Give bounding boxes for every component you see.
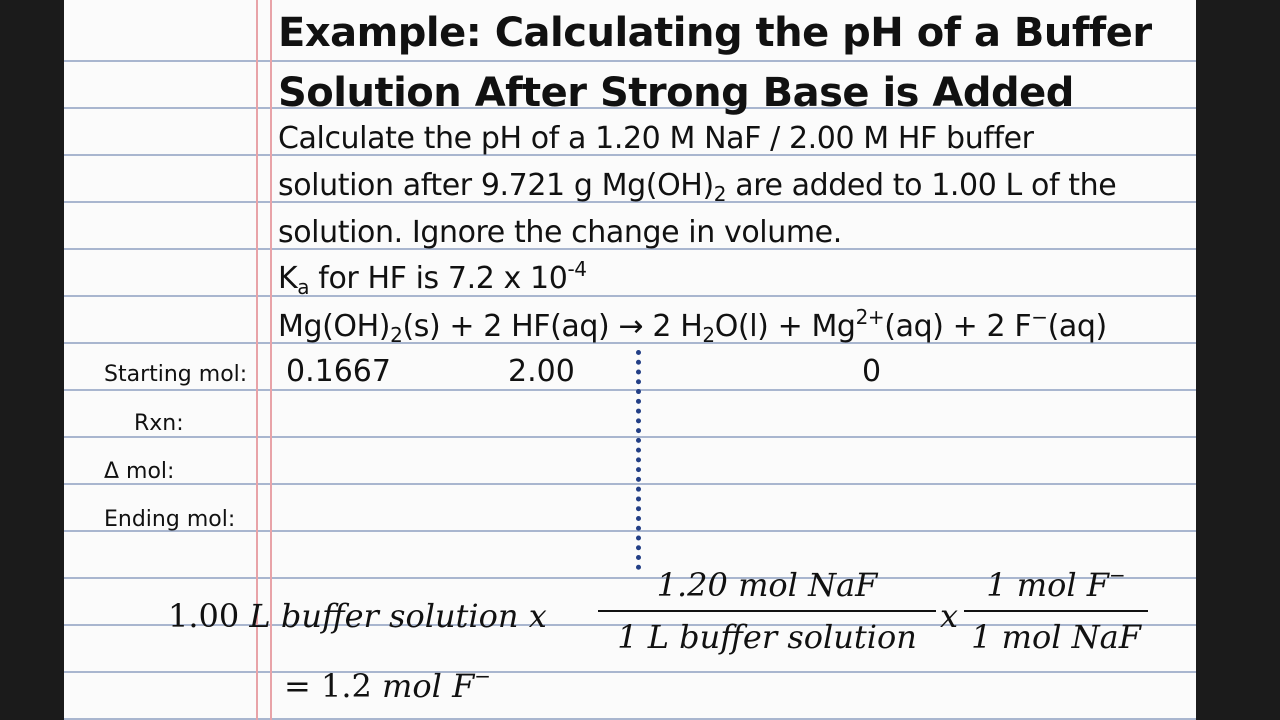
fraction-1 [598, 566, 936, 656]
fraction-2-denominator: 1 mol NaF [971, 618, 1141, 656]
row-label-starting: Starting mol: [104, 362, 248, 387]
starting-f: 0 [862, 354, 882, 389]
starting-hf: 2.00 [508, 354, 575, 389]
problem-line-2-prefix: solution after 9.721 g Mg(OH) [278, 168, 714, 203]
reaction-part-5: (aq) [1047, 309, 1107, 344]
calc-lead [168, 597, 547, 635]
calc-result-sup: − [474, 664, 492, 688]
calc-result-text: mol F [382, 667, 475, 705]
ka-text: for HF is 7.2 x 10 [309, 261, 568, 296]
calc-result-prefix: = 1.2 [284, 667, 372, 705]
reaction-sup-1: 2+ [855, 305, 885, 329]
fraction-1-denominator: 1 L buffer solution [617, 618, 917, 656]
ka-subscript: a [297, 275, 310, 299]
fraction-2-numerator-sup: − [1108, 563, 1126, 587]
divider-dotted-line [636, 350, 641, 570]
ka-symbol: K [278, 261, 298, 296]
row-label-rxn: Rxn: [134, 411, 184, 436]
problem-line-2-suffix: are added to 1.00 L of the [726, 168, 1117, 203]
calc-times: x [940, 597, 959, 635]
row-label-ending: Ending mol: [104, 507, 236, 532]
reaction-part-3: O(l) + Mg [714, 309, 856, 344]
ka-line [278, 257, 587, 299]
reaction-part-2: (s) + 2 HF(aq) → 2 H [402, 309, 703, 344]
fraction-2-numerator-text: 1 mol F [986, 566, 1109, 604]
reaction-part-4: (aq) + 2 F [884, 309, 1032, 344]
fraction-1-numerator: 1.20 mol NaF [656, 566, 878, 604]
reaction-sub-2: 2 [702, 323, 715, 347]
calc-lead-number: 1.00 [168, 597, 240, 635]
fraction-1-bar [598, 610, 936, 612]
reaction-sub-1: 2 [390, 323, 403, 347]
row-label-delta: Δ mol: [104, 459, 175, 484]
reaction-part-1: Mg(OH) [278, 309, 391, 344]
title-line-1: Example: Calculating the pH of a Buffer [278, 10, 1152, 56]
problem-line-3: solution. Ignore the change in volume. [278, 215, 842, 250]
problem-line-2 [278, 168, 1117, 206]
reaction-equation [278, 305, 1107, 347]
ka-exponent: -4 [567, 257, 587, 281]
notebook-page [64, 0, 1196, 720]
problem-line-1: Calculate the pH of a 1.20 M NaF / 2.00 M HF buffer [278, 121, 1034, 156]
title-line-2: Solution After Strong Base is Added [278, 70, 1074, 116]
fraction-2-numerator [964, 563, 1148, 604]
fraction-2-bar [964, 610, 1148, 612]
calc-lead-text: L buffer solution x [249, 597, 547, 635]
calc-result [284, 664, 492, 705]
problem-line-2-sub: 2 [713, 182, 727, 206]
fraction-2 [964, 563, 1148, 656]
reaction-sup-2: − [1031, 305, 1048, 329]
starting-mgoh2: 0.1667 [286, 354, 391, 389]
